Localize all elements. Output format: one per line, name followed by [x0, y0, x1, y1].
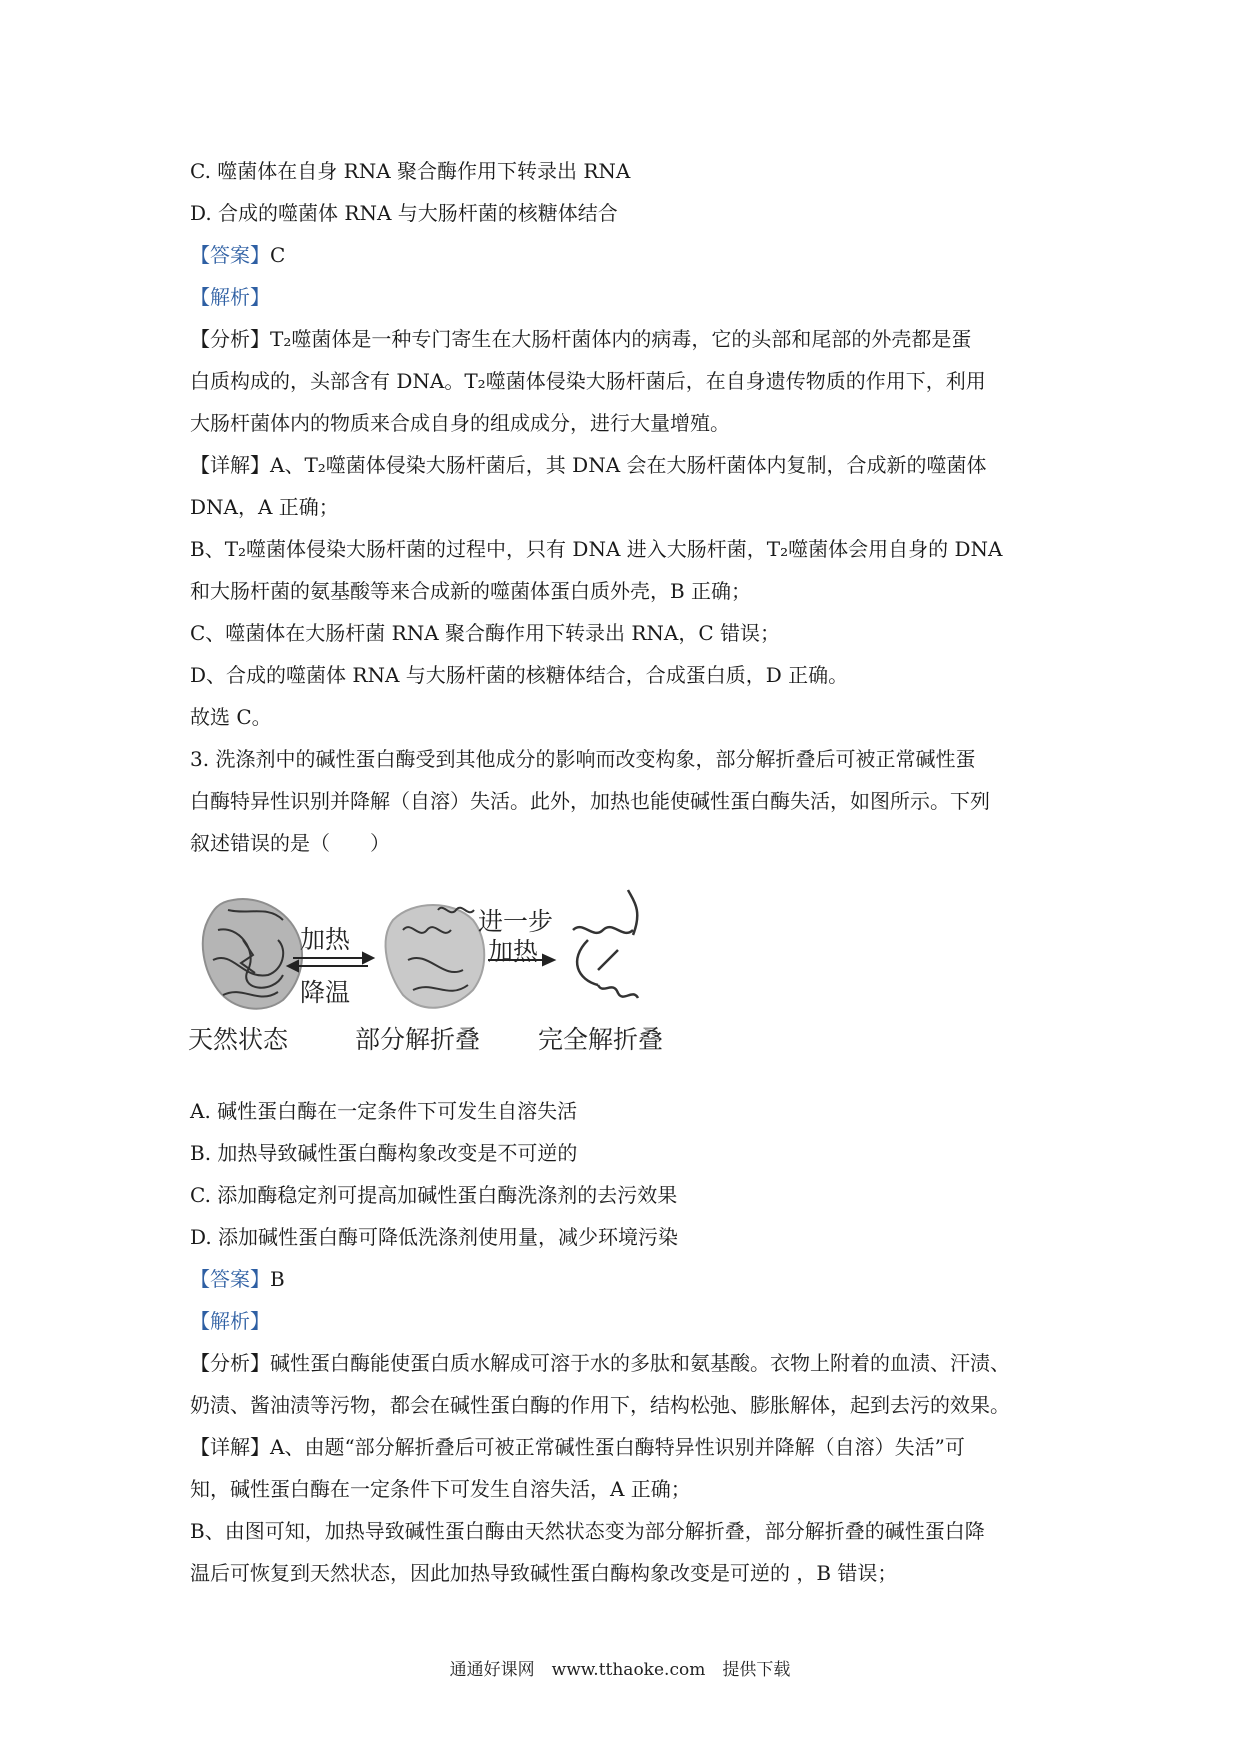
partial-unfolded-protein — [386, 905, 485, 1008]
answer-tag: 【答案】 — [190, 1267, 270, 1291]
full-unfolded-protein — [573, 890, 638, 998]
q3-option-b: B. 加热导致碱性蛋白酶构象改变是不可逆的 — [190, 1141, 578, 1165]
label-heat: 加热 — [300, 925, 351, 954]
label-full-unfolded: 完全解折叠 — [538, 1025, 664, 1054]
page-footer: 通通好课网 www.tthaoke.com 提供下载 — [449, 1660, 791, 1680]
q3-detail-line: 知，碱性蛋白酶在一定条件下可发生自溶失活，A 正确； — [190, 1477, 691, 1501]
answer-value: B — [270, 1267, 285, 1291]
q3-analysis-line: 奶渍、酱油渍等污物，都会在碱性蛋白酶的作用下，结构松弛、膨胀解体，起到去污的效果。 — [190, 1393, 1010, 1417]
analysis-tag: 【分析】 — [190, 1351, 270, 1375]
q3-option-d: D. 添加碱性蛋白酶可降低洗涤剂使用量，减少环境污染 — [190, 1225, 679, 1249]
q3-stem-line: 白酶特异性识别并降解（自溶）失活。此外，加热也能使碱性蛋白酶失活，如图所示。下列 — [190, 789, 990, 813]
q2-conclusion: 故选 C。 — [190, 705, 272, 729]
q2-detail-line: B、T₂噬菌体侵染大肠杆菌的过程中，只有 DNA 进入大肠杆菌，T₂噬菌体会用自身的 DNA — [190, 537, 1003, 561]
page-content-lower — [190, 1090, 1060, 1594]
q3-option-a: A. 碱性蛋白酶在一定条件下可发生自溶失活 — [190, 1099, 578, 1123]
protein-folding-figure — [188, 880, 748, 1065]
q2-explain-tag: 【解析】 — [190, 285, 270, 309]
q3-detail-line: 温后可恢复到天然状态，因此加热导致碱性蛋白酶构象改变是可逆的 ，B 错误； — [190, 1561, 898, 1585]
label-cool: 降温 — [300, 978, 351, 1007]
q3-detail-line: B、由图可知，加热导致碱性蛋白酶由天然状态变为部分解折叠，部分解折叠的碱性蛋白降 — [190, 1519, 985, 1543]
detail-tag: 【详解】 — [190, 453, 270, 477]
q2-option-d: D. 合成的噬菌体 RNA 与大肠杆菌的核糖体结合 — [190, 201, 618, 225]
answer-tag: 【答案】 — [190, 243, 270, 267]
label-further-heat: 加热 — [488, 937, 539, 966]
q2-detail-line: 和大肠杆菌的氨基酸等来合成新的噬菌体蛋白质外壳，B 正确； — [190, 579, 752, 603]
answer-value: C — [270, 243, 286, 267]
q3-option-c: C. 添加酶稳定剂可提高加碱性蛋白酶洗涤剂的去污效果 — [190, 1183, 678, 1207]
q3-stem-line: 3. 洗涤剂中的碱性蛋白酶受到其他成分的影响而改变构象，部分解折叠后可被正常碱性蛋 — [190, 747, 976, 771]
analysis-tag: 【分析】 — [190, 327, 270, 351]
q3-answer — [190, 1258, 1060, 1300]
q3-explain-tag: 【解析】 — [190, 1309, 270, 1333]
label-further: 进一步 — [478, 907, 554, 936]
q3-analysis-line: 【分析】碱性蛋白酶能使蛋白质水解成可溶于水的多肽和氨基酸。衣物上附着的血渍、汗渍、 — [190, 1351, 1010, 1375]
q2-detail-line: C、噬菌体在大肠杆菌 RNA 聚合酶作用下转录出 RNA，C 错误； — [190, 621, 781, 645]
q3-detail-line: 【详解】A、由题“部分解折叠后可被正常碱性蛋白酶特异性识别并降解（自溶）失活”可 — [190, 1435, 965, 1459]
label-partial-unfolded: 部分解折叠 — [355, 1025, 481, 1054]
q2-analysis-line: 大肠杆菌体内的物质来合成自身的组成成分，进行大量增殖。 — [190, 411, 730, 435]
q3-stem-line: 叙述错误的是（ ） — [190, 831, 390, 855]
detail-tag: 【详解】 — [190, 1435, 270, 1459]
label-native-state: 天然状态 — [188, 1025, 289, 1054]
q2-detail-line: D、合成的噬菌体 RNA 与大肠杆菌的核糖体结合，合成蛋白质，D 正确。 — [190, 663, 849, 687]
q2-detail-line: 【详解】A、T₂噬菌体侵染大肠杆菌后，其 DNA 会在大肠杆菌体内复制，合成新的噬菌体 — [190, 453, 987, 477]
native-state-protein — [203, 899, 302, 1009]
q2-analysis-line: 【分析】T₂噬菌体是一种专门寄生在大肠杆菌体内的病毒，它的头部和尾部的外壳都是蛋 — [190, 327, 972, 351]
q2-answer — [190, 234, 1060, 276]
q2-detail-line: DNA，A 正确； — [190, 495, 339, 519]
q2-analysis-line: 白质构成的，头部含有 DNA。T₂噬菌体侵染大肠杆菌后，在自身遗传物质的作用下，利用 — [190, 369, 986, 393]
q2-option-c: C. 噬菌体在自身 RNA 聚合酶作用下转录出 RNA — [190, 159, 631, 183]
page-content — [190, 150, 1060, 864]
